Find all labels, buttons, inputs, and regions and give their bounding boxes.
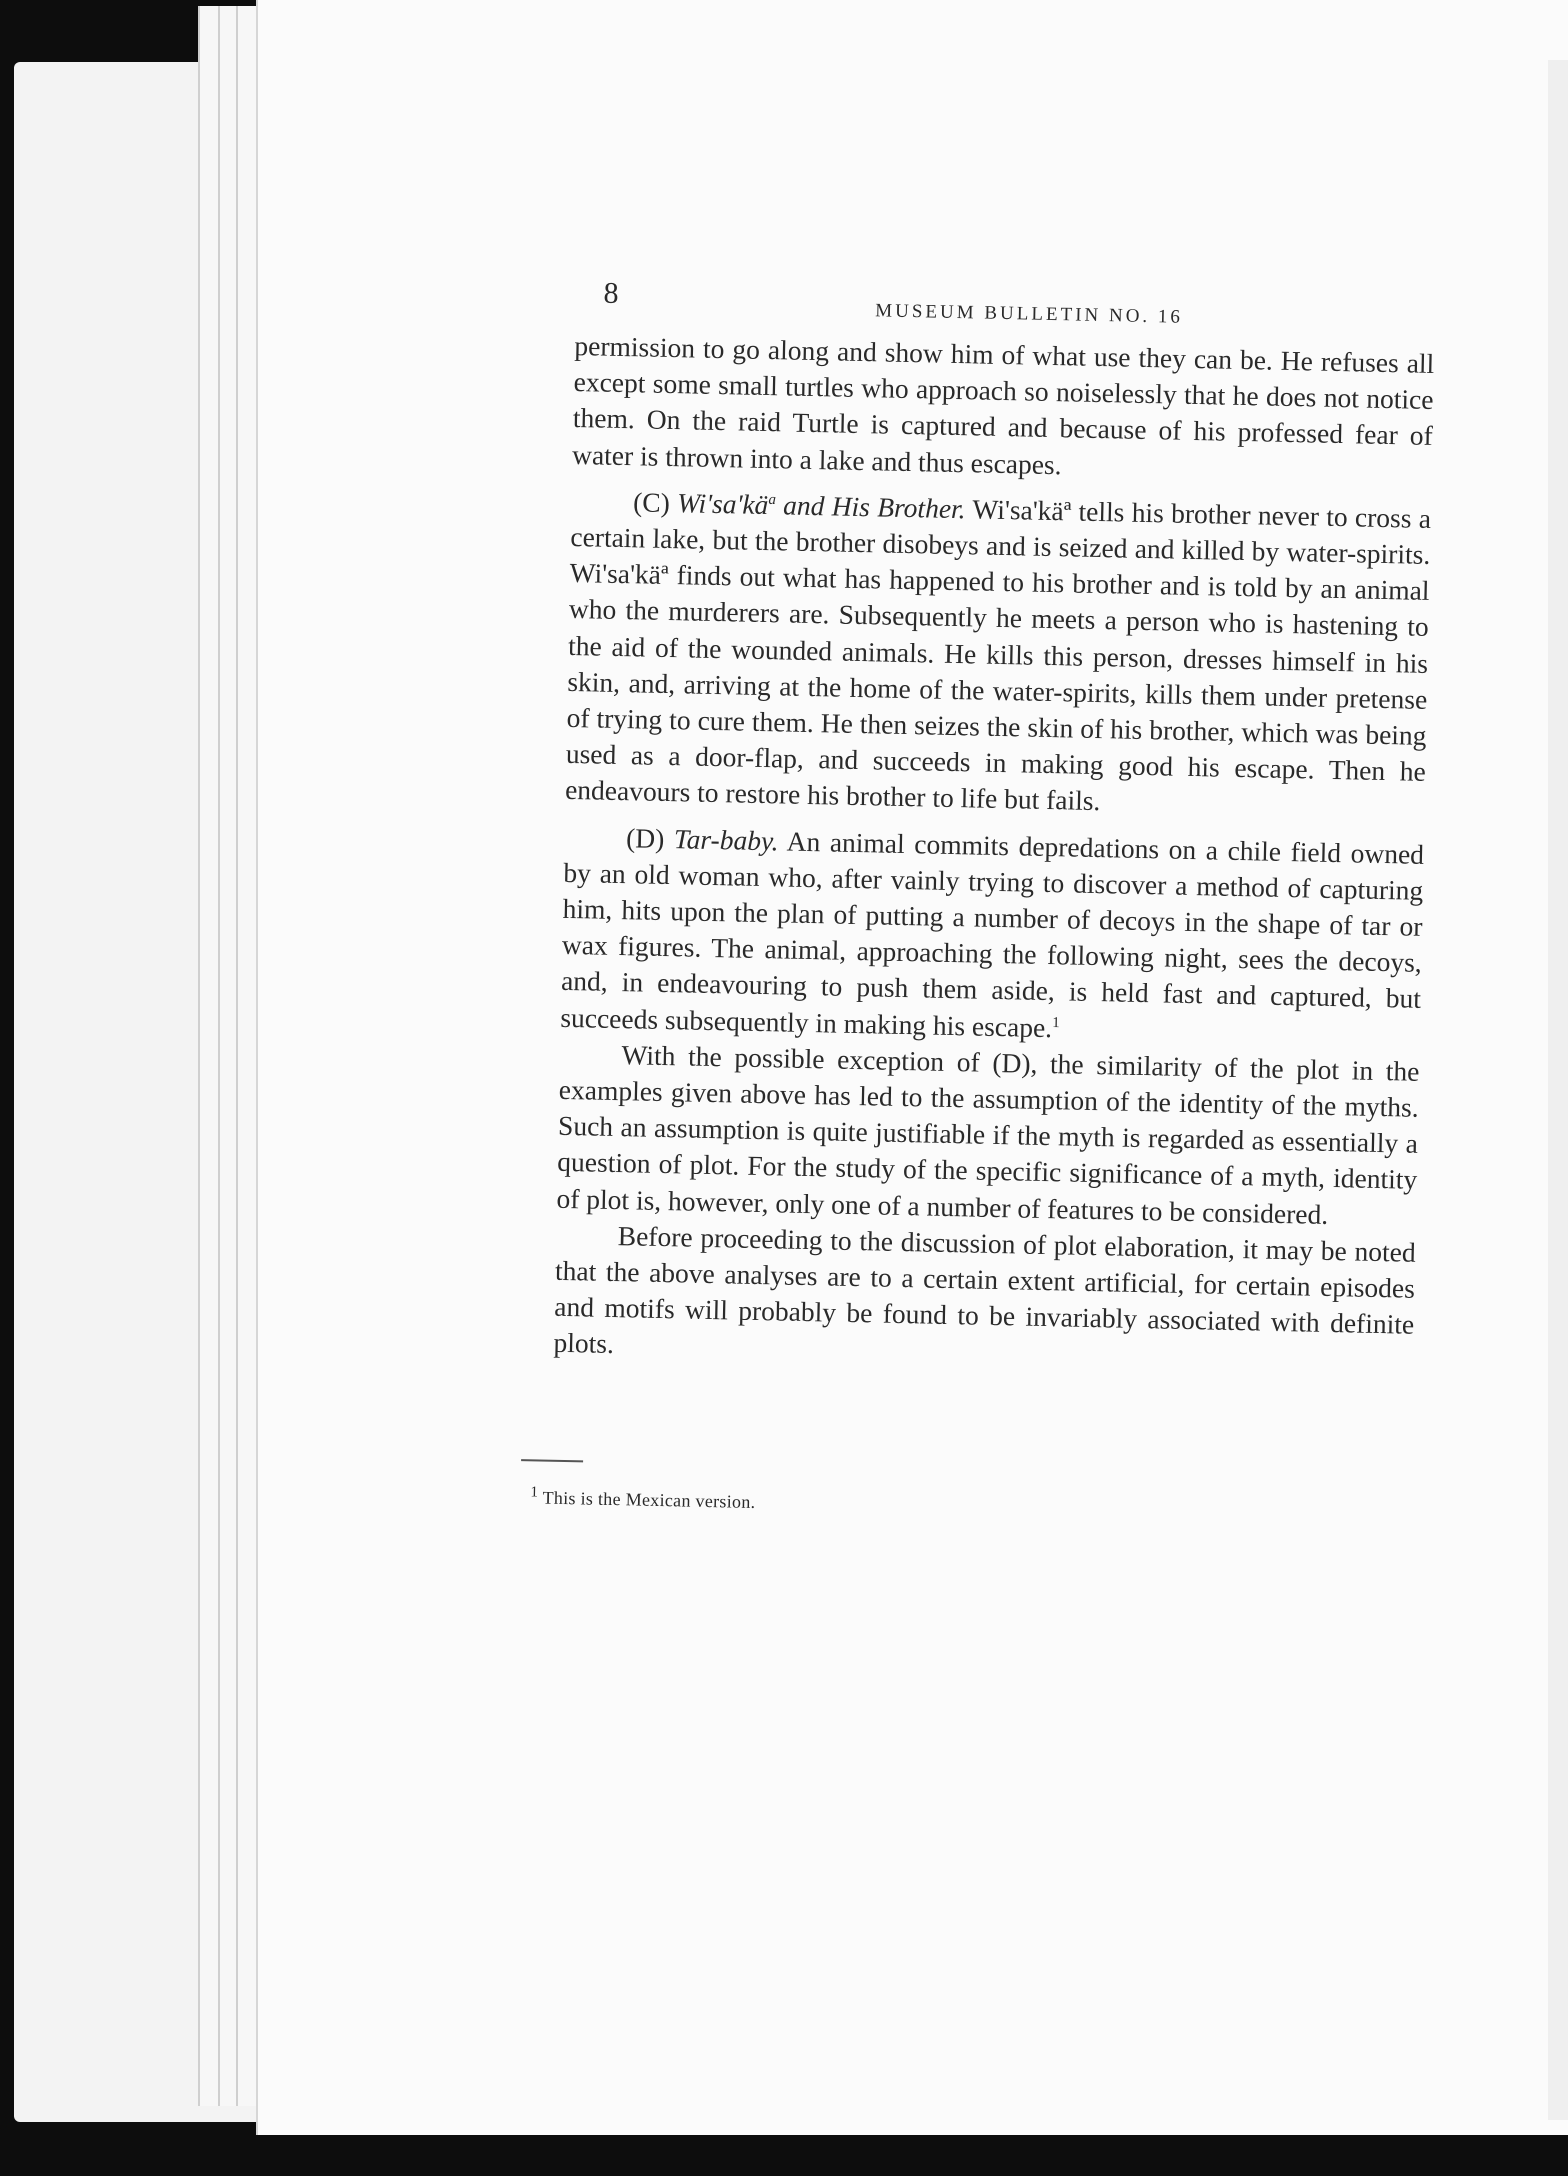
page-number: 8 — [603, 276, 619, 310]
footnote-marker: 1 — [530, 1484, 539, 1501]
paragraph-analyses: Before proceeding to the discussion of plot elaboration, it may be noted that the above analyses are to a certain extent artificial, for certain episodes and motifs will probably be found to be invariably associated with definite plots. — [553, 1219, 1416, 1360]
paragraph-body: Wi'sa'käª tells his brother never to cross a certain lake, but the brother disobeys and is seized and killed by water-spirits. Wi'sa'käª finds out what has happened to his brother and is told by an animal who the murderers are. Subsequently he meets a person who is hastening to the aid of the wounded animals. He kills this person, dresses himself in his skin, and, arriving at the home of the water-spirits, kills them under pretense of trying to cure them. He then seizes the skin of his brother, which was being used as a door-flap, and succeeds in making good his escape. Then he endeavours to restore his brother to life but fails. — [564, 493, 1432, 817]
page-right-edge — [1548, 60, 1568, 2120]
paragraph-body: An animal commits depredations on a chile field owned by an old woman who, after vainly trying to discover a method of capturing him, hits upon the plan of putting a number of decoys in the shape of tar or wax figures. The animal, approaching the following night, sees the decoys, and, in endeavouring to push them aside, is held fast and captured, but succeeds subsequently in making his escape. — [560, 825, 1425, 1043]
footnote-reference: 1 — [1052, 1014, 1060, 1031]
footnote-text: This is the Mexican version. — [537, 1487, 756, 1512]
paragraph-similarity: With the possible exception of (D), the similarity of the plot in the examples given above has led to the assumption of the identity of the myths. Such an assumption is quite justifiable if the myth is regarded as essentially a question of plot. For the study of the specific significance of a myth, identity of plot is, however, only one of a number of features to be considered. — [556, 1038, 1420, 1230]
paragraph-c — [565, 483, 1432, 827]
section-title: $Wi'sa'kä^a$ and His Brother. — [676, 486, 966, 525]
section-label: (D) — [625, 821, 665, 854]
paragraph-d — [560, 819, 1424, 1054]
section-title: Tar-baby. — [673, 822, 779, 857]
running-title: MUSEUM BULLETIN NO. 16 — [875, 300, 1184, 328]
page-content — [530, 272, 1436, 1526]
paragraph-continuation: permission to go along and show him of what use they can be. He refuses all except some small turtles who approach so noiselessly that he does not notice them. On the raid Turtle is captured and because of his professed fear of water is thrown into a lake and thus escapes. — [571, 329, 1435, 480]
section-label: (C) — [632, 486, 671, 518]
